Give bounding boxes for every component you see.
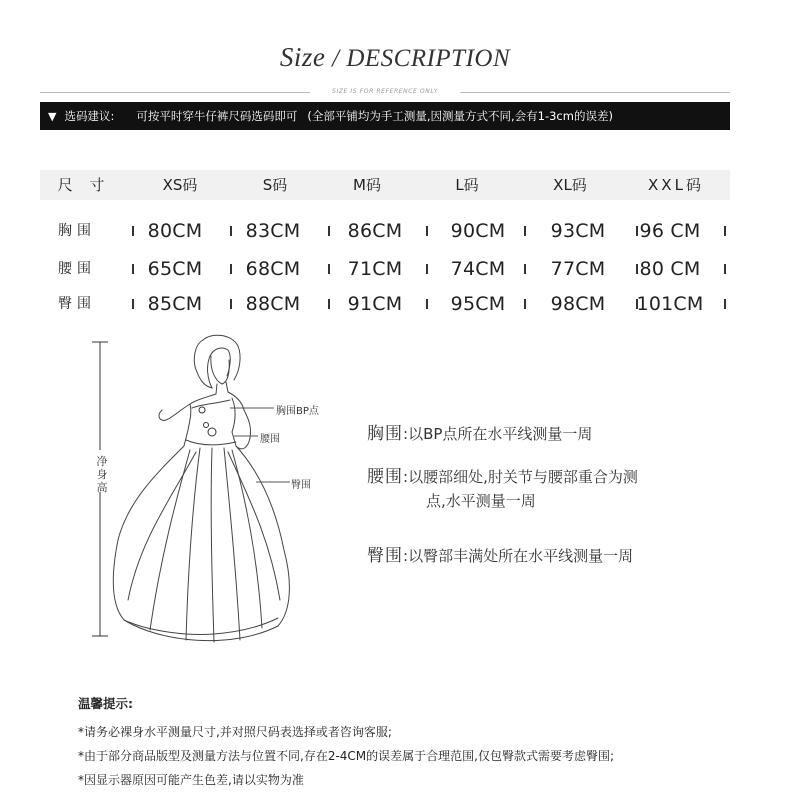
table-cell: 95CM — [450, 293, 506, 315]
row-label: 腰围 — [58, 261, 96, 277]
table-cell: 85CM — [147, 293, 203, 315]
table-cell: 77CM — [550, 258, 606, 280]
advice-label: 选码建议: — [64, 109, 115, 123]
table-cell: 90CM — [450, 220, 506, 242]
table-cell: 68CM — [245, 258, 301, 280]
size-header-m: M码 — [353, 176, 381, 194]
table-cell: 91CM — [347, 293, 403, 315]
row-label: 胸围 — [58, 223, 96, 239]
table-cell: 96 CM — [639, 220, 701, 242]
size-header-s: S码 — [262, 176, 288, 194]
size-header-xs: XS码 — [162, 176, 198, 194]
description-bust — [367, 422, 592, 446]
description-waist — [367, 465, 638, 510]
note-item: *由于部分商品版型及测量方法与位置不同,存在2-4CM的误差属于合理范围,仅包臀款式需要考虑臀围; — [78, 749, 615, 763]
notes-section — [78, 694, 758, 792]
table-cell: 101CM — [636, 293, 704, 315]
size-header-xxl: XXL码 — [648, 176, 704, 194]
title-script: Size — [279, 42, 326, 72]
description-text: 以腰部细处,肘关节与腰部重合为测 — [408, 468, 638, 486]
dress-figure — [113, 335, 289, 642]
advice-note: (全部平铺均为手工测量,因测量方式不同,会有1-3cm的误差) — [307, 109, 613, 123]
table-cell: 80 CM — [639, 258, 701, 280]
note-item: *因显示器原因可能产生色差,请以实物为准 — [78, 773, 304, 787]
description-colon: : — [403, 547, 409, 565]
table-cell: 80CM — [147, 220, 203, 242]
description-continuation: 点,水平测量一周 — [426, 492, 536, 510]
table-cell: 74CM — [450, 258, 506, 280]
subtitle: SIZE IS FOR REFERENCE ONLY — [332, 88, 438, 95]
table-cell: 88CM — [245, 293, 301, 315]
table-cell: 65CM — [147, 258, 203, 280]
callout-hip: 臀围 — [291, 480, 311, 491]
height-label: 净身高 — [96, 455, 108, 494]
table-cell: 86CM — [347, 220, 403, 242]
title-main: DESCRIPTION — [346, 45, 511, 72]
table-cell: 71CM — [347, 258, 403, 280]
callout-lines — [230, 408, 290, 482]
callout-waist: 腰围 — [260, 434, 280, 445]
description-hip — [367, 544, 633, 568]
description-key: 胸围 — [367, 424, 403, 444]
size-header-l: L码 — [455, 176, 479, 194]
note-item: *请务必裸身水平测量尺寸,并对照尺码表选择或者咨询客服; — [78, 725, 392, 739]
description-colon: : — [403, 425, 409, 443]
triangle-down-icon: ▼ — [48, 110, 57, 123]
title-separator: / — [325, 45, 347, 72]
advice-text: 可按平时穿牛仔裤尺码选码即可 — [136, 109, 298, 123]
size-header-label: 尺 寸 — [57, 176, 111, 194]
table-cell: 93CM — [550, 220, 606, 242]
description-colon: : — [403, 468, 409, 486]
description-text: 以臀部丰满处所在水平线测量一周 — [408, 547, 634, 565]
callout-bust: 胸围BP点 — [276, 406, 319, 417]
row-label: 臀围 — [58, 296, 96, 312]
description-text: 以BP点所在水平线测量一周 — [408, 425, 593, 443]
size-header-xl: XL码 — [553, 176, 587, 194]
description-key: 腰围 — [367, 467, 403, 487]
table-cell: 83CM — [245, 220, 301, 242]
description-key: 臀围 — [367, 546, 403, 566]
table-cell: 98CM — [550, 293, 606, 315]
notes-title: 温馨提示: — [78, 696, 133, 711]
